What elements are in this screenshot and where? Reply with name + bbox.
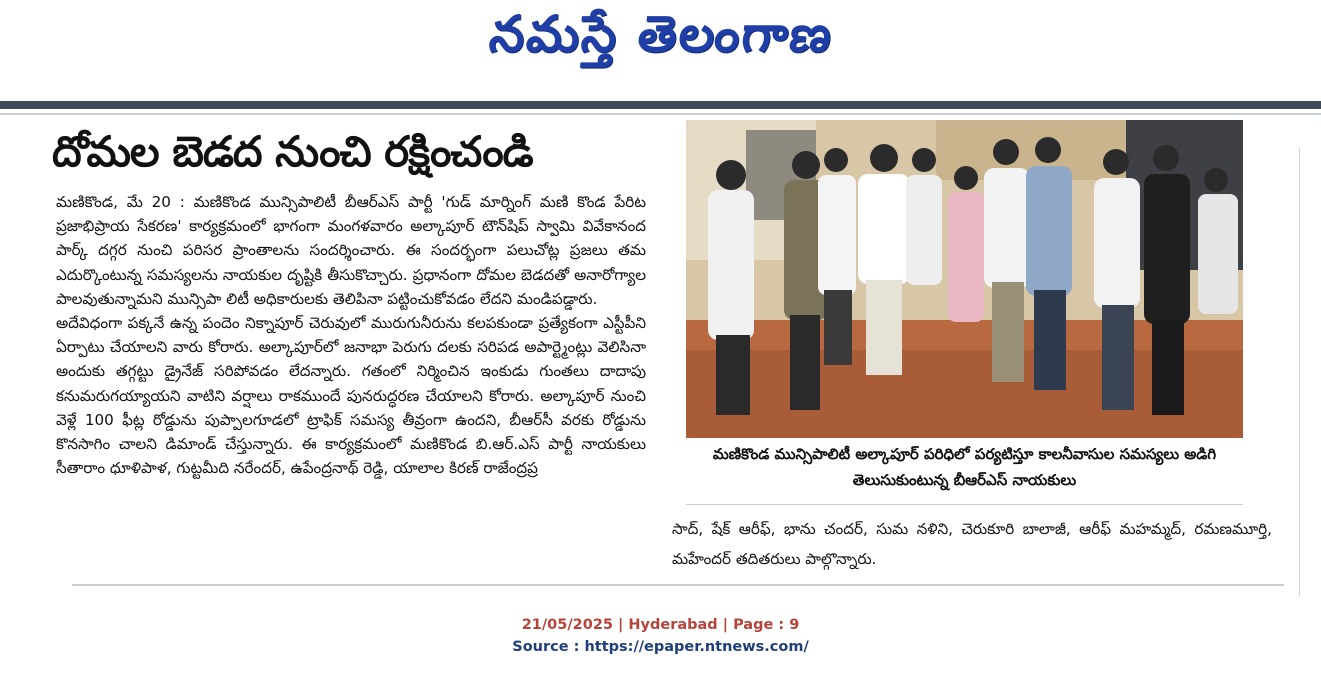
article-body xyxy=(56,190,646,572)
photo-caption: మణికొండ మున్సిపాలిటీ అల్కాపూర్ పరిధిలో పర్యటిస్తూ కాలనీవాసుల సమస్యలు అడిగి తెలుసుకుంటున్న బీఆర్ఎస్ నాయకులు xyxy=(712,445,1217,489)
article-continuation: సాద్, షేక్ ఆరీఫ్, భాను చందర్, సుమ నళిని, చెరుకూరి బాలాజీ, ఆరీఫ్ మహమ్మద్, రమణమూర్తి, మహేందర్ తదితరులు పాల్గొన్నారు. xyxy=(672,520,1272,568)
caption-divider xyxy=(686,504,1243,505)
masthead xyxy=(0,0,1321,80)
article-headline: దోమల బెడద నుంచి రక్షించండి xyxy=(52,127,533,176)
column-divider xyxy=(1299,148,1300,596)
news-photo xyxy=(686,120,1243,438)
newspaper-logo: నమస్తే తెలంగాణ xyxy=(486,4,837,63)
footer-divider xyxy=(72,584,1284,586)
page-footer xyxy=(0,614,1321,658)
article-paragraph-1: మణికొండ, మే 20 : మణికొండ మున్సిపాలిటీ బీఆర్ఎస్ పార్టీ 'గుడ్ మార్నింగ్ మణి కొండ పేరిట ప్రజాభిప్రాయ సేకరణ' కార్యక్రమంలో భాగంగా మంగళవారం అల్కాపూర్ టౌన్‌షిప్ స్వామి వివేకానంద పార్క్ దగ్గర నుంచి పరిసర ప్రాంతాలను సందర్శించారు. ఈ సందర్భంగా పలుచోట్ల ప్రజలు తమ ఎదుర్కొంటున్న సమస్యలను నాయకుల దృష్టికి తీసుకొచ్చారు. ప్రధానంగా దోమల బెడదతో అనారోగ్యాల పాలవుతున్నామని మున్సిపా లిటీ అధికారులకు తెలిపినా పట్టించుకోవడం లేదని మండిపడ్డారు. xyxy=(56,193,646,308)
news-photo-illustration xyxy=(686,120,1243,438)
masthead-divider-thin xyxy=(0,113,1321,115)
source-link[interactable]: Source : https://epaper.ntnews.com/ xyxy=(512,639,809,655)
masthead-divider xyxy=(0,101,1321,109)
dateline: 21/05/2025 | Hyderabad | Page : 9 xyxy=(521,617,800,633)
article-paragraph-2: అదేవిధంగా పక్కనే ఉన్న పందెం నిక్నాపూర్ చెరువులో మురుగునీరును కలపకుండా ప్రత్యేకంగా ఎస్టీపీని ఏర్పాటు చేయాలని వారు కోరారు. అల్కాపూర్‌లో జనాభా పెరుగు దలకు సరిపడ అపార్ట్మెంట్లు వెలిసినా అందుకు తగ్గట్టు డ్రైనేజ్ సరిపోవడం లేదన్నారు. గతంలో నిర్మించిన ఇంకుడు గుంతలు దాదాపు కనుమరుగయ్యాయని వాటిని వర్షాలు రాకముందే పునరుద్ధరణ చేయాలని కోరారు. అల్కాపూర్ నుంచి వెళ్లే 100 ఫీట్ల రోడ్డును పుప్పాలగూడలో ట్రాఫిక్ సమస్య తీవ్రంగా ఉందని, బీఆర్‌సీ వరకు రోడ్డును కొనసాగిం చాలని డిమాండ్ చేస్తున్నారు. ఈ కార్యక్రమంలో మణికొండ బి.ఆర్.ఎస్ పార్టీ నాయకులు సీతారాం ధూళిపాళ, గుట్టమీది నరేందర్, ఉపేంద్రనాథ్ రెడ్డి, యాలాల కిరణ్ రాజేంద్రప్ర xyxy=(56,314,646,478)
